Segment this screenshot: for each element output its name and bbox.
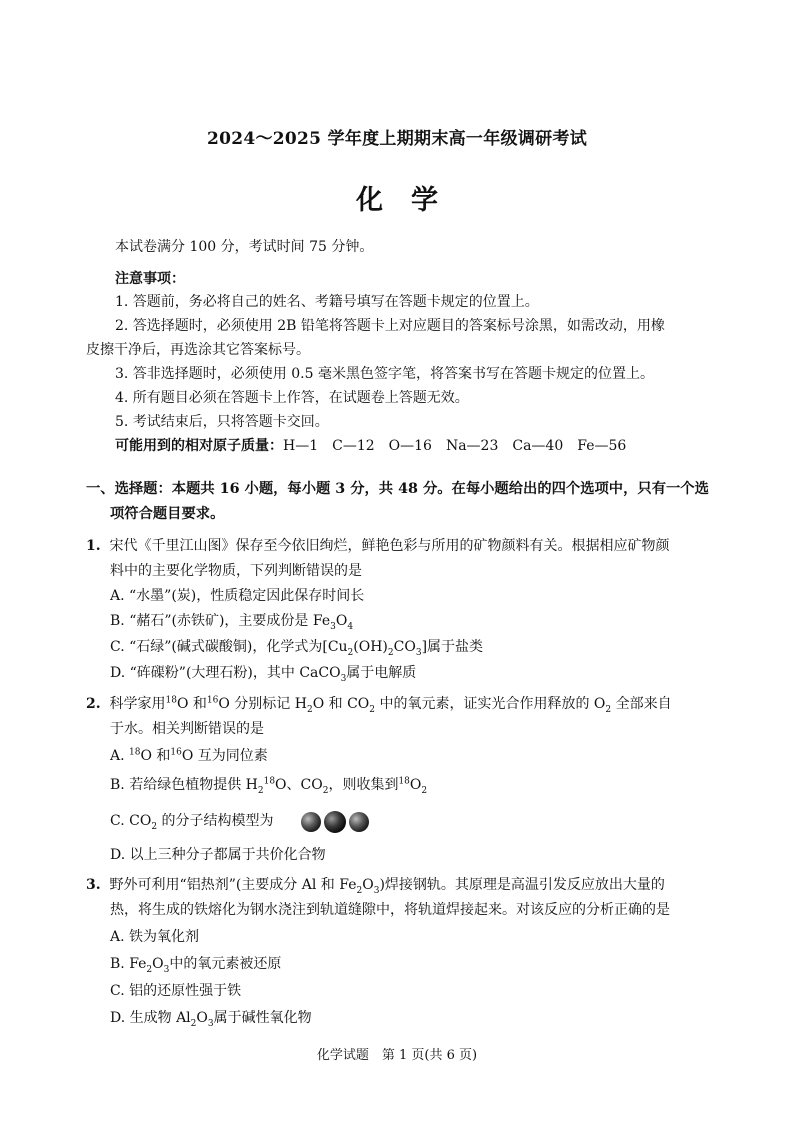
q1-stem: 1. 宋代《千里江山图》保存至今依旧绚烂，鲜艳色彩与所用的矿物颜料有关。根据相应矿物颜 bbox=[86, 538, 670, 554]
mass-h: H—1 bbox=[283, 438, 319, 454]
q1-option-b: B. “赭石”(赤铁矿)，主要成份是 $Fe_3O_4$ bbox=[110, 613, 354, 632]
q2-stem: 2. 科学家用$^{18}$O 和$^{16}$O 分别标记 $H_2O$ 和 $CO_2$ 中的氧元素，证实光合作用释放的 $O_2$ 全部来自 bbox=[86, 695, 672, 715]
exam-intro: 本试卷满分 100 分，考试时间 75 分钟。 bbox=[115, 239, 374, 255]
mass-ca: Ca—40 bbox=[512, 438, 564, 454]
q1-option-a: A. “水墨”(炭)，性质稳定因此保存时间长 bbox=[110, 588, 365, 604]
notice-item-4: 4. 所有题目必须在答题卡上作答，在试题卷上答题无效。 bbox=[115, 390, 469, 406]
notice-item-5: 5. 考试结束后，只将答题卡交回。 bbox=[115, 414, 329, 430]
atomic-mass-label: 可能用到的相对原子质量： bbox=[115, 438, 283, 454]
notice-item-1: 1. 答题前，务必将自己的姓名、考籍号填写在答题卡规定的位置上。 bbox=[115, 294, 539, 310]
subject-title: 化学 bbox=[356, 185, 466, 216]
q3-option-c: C. 铝的还原性强于铁 bbox=[110, 983, 242, 999]
page-footer: 化学试题 第 1 页(共 6 页) bbox=[316, 1048, 478, 1063]
notice-item-2: 2. 答选择题时，必须使用 2B 铅笔将答题卡上对应题目的答案标号涂黑，如需改动，用橡 bbox=[115, 318, 665, 334]
q2-option-d: D. 以上三种分子都属于共价化合物 bbox=[110, 847, 326, 863]
mass-fe: Fe—56 bbox=[577, 438, 627, 454]
q1-option-d: D. “砗磲粉”(大理石粉)，其中 CaCO$_3$属于电解质 bbox=[110, 665, 417, 684]
co2-molecule-model-image bbox=[298, 810, 372, 834]
mass-o: O—16 bbox=[388, 438, 432, 454]
mass-na: Na—23 bbox=[445, 438, 499, 454]
q1-number: 1. bbox=[86, 538, 101, 554]
notice-heading: 注意事项： bbox=[115, 271, 185, 287]
exam-title: 2024～2025 学年度上期期末高一年级调研考试 bbox=[206, 129, 588, 149]
q2-option-c: C. $CO_2$ 的分子结构模型为 bbox=[110, 813, 274, 832]
q2-option-b: B. 若给绿色植物提供 $H_2^{18}O$、$CO_2$，则收集到$^{18}O_2$ bbox=[110, 776, 428, 796]
q2-number: 2. bbox=[86, 696, 101, 712]
notice-item-2-cont: 皮擦干净后，再选涂其它答案标号。 bbox=[86, 342, 310, 358]
section-heading-cont: 项符合题目要求。 bbox=[110, 506, 225, 522]
mass-c: C—12 bbox=[332, 438, 375, 454]
atomic-mass-line bbox=[115, 437, 640, 455]
section-heading: 一、选择题：本题共 16 小题，每小题 3 分，共 48 分。在每小题给出的四个选项中，只有一个选 bbox=[86, 481, 709, 497]
q1-stem-cont: 料中的主要化学物质，下列判断错误的是 bbox=[110, 563, 362, 579]
q3-stem-cont: 热，将生成的铁熔化为钢水浇注到轨道缝隙中，将轨道焊接起来。对该反应的分析正确的是 bbox=[110, 902, 670, 918]
q3-stem: 3. 野外可利用“铝热剂”(主要成分 Al 和 $Fe_2O_3$)焊接钢轨。其原理是高温引发反应放出大量的 bbox=[86, 877, 665, 896]
q1-option-c: C. “石绿”(碱式碳酸铜)，化学式为$[Cu_2(OH)_2CO_3]$属于盐类 bbox=[110, 639, 484, 658]
notice-item-3: 3. 答非选择题时，必须使用 0.5 毫米黑色签字笔，将答案书写在答题卡规定的位置上。 bbox=[115, 366, 654, 382]
q2-option-a: A. $^{18}$O 和$^{16}$O 互为同位素 bbox=[110, 747, 268, 764]
q2-stem-cont: 于水。相关判断错误的是 bbox=[110, 721, 264, 737]
q3-option-b: B. $Fe_2O_3$中的氧元素被还原 bbox=[110, 956, 282, 975]
q3-option-d: D. 生成物 $Al_2O_3$属于碱性氧化物 bbox=[110, 1010, 312, 1029]
q3-option-a: A. 铁为氧化剂 bbox=[110, 929, 200, 945]
q3-number: 3. bbox=[86, 877, 101, 893]
